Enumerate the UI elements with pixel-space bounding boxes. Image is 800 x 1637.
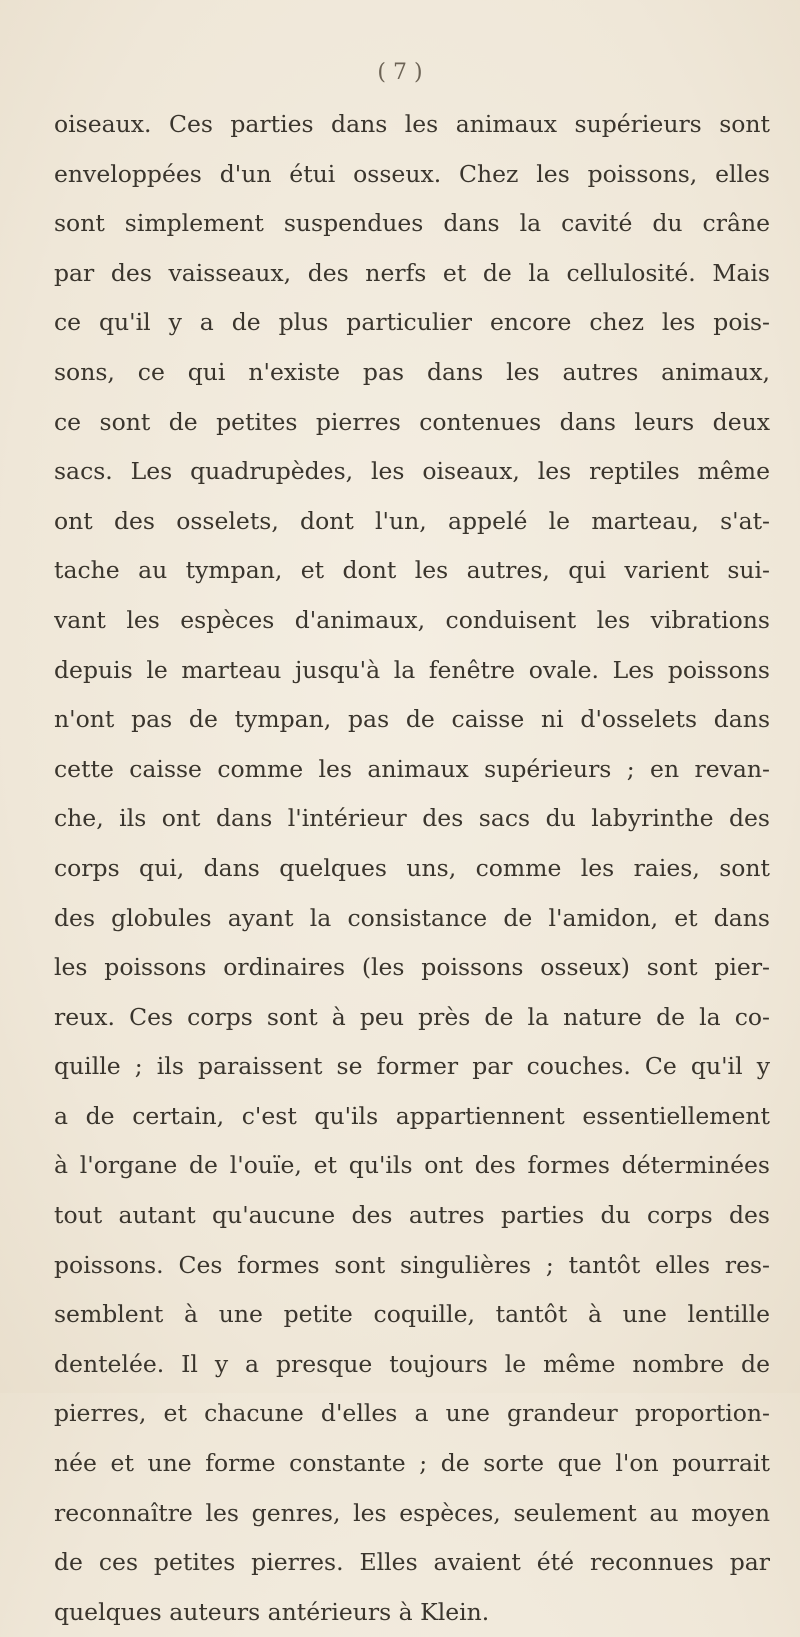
text-line: enveloppées d'un étui osseux. Chez les poissons, elles	[54, 159, 770, 188]
text-line: che, ils ont dans l'intérieur des sacs du labyrinthe des	[54, 804, 770, 833]
text-line: les poissons ordinaires (les poissons osseux) sont pier-	[54, 953, 770, 982]
text-line: reconnaître les genres, les espèces, seulement au moyen	[54, 1498, 770, 1527]
text-line: ce sont de petites pierres contenues dans leurs deux	[54, 407, 770, 436]
text-line: a de certain, c'est qu'ils appartiennent essentiellement	[54, 1101, 770, 1130]
text-line: de ces petites pierres. Elles avaient été reconnues par	[54, 1548, 770, 1577]
text-line: sont simplement suspendues dans la cavité du crâne	[54, 209, 770, 238]
text-line: tout autant qu'aucune des autres parties du corps des	[54, 1201, 770, 1230]
text-line: sons, ce qui n'existe pas dans les autres animaux,	[54, 357, 770, 386]
text-line: née et une forme constante ; de sorte que l'on pourrait	[54, 1449, 770, 1478]
text-line: des globules ayant la consistance de l'amidon, et dans	[54, 903, 770, 932]
text-line: semblent à une petite coquille, tantôt à une lentille	[54, 1300, 770, 1329]
text-line: à l'organe de l'ouïe, et qu'ils ont des formes déterminées	[54, 1151, 770, 1180]
text-line: quelques auteurs antérieurs à Klein.	[54, 1597, 490, 1626]
text-line: tache au tympan, et dont les autres, qui varient sui-	[54, 556, 770, 585]
text-line: corps qui, dans quelques uns, comme les raies, sont	[54, 853, 770, 882]
text-line: sacs. Les quadrupèdes, les oiseaux, les reptiles même	[54, 457, 770, 486]
text-line: ont des osselets, dont l'un, appelé le marteau, s'at-	[54, 506, 770, 535]
text-line: vant les espèces d'animaux, conduisent les vibrations	[54, 605, 770, 634]
text-line: cette caisse comme les animaux supérieurs ; en revan-	[54, 754, 770, 783]
body-paragraph	[54, 100, 770, 1637]
text-line: dentelée. Il y a presque toujours le même nombre de	[54, 1349, 770, 1378]
text-line: ce qu'il y a de plus particulier encore chez les pois-	[54, 308, 770, 337]
text-line: quille ; ils paraissent se former par couches. Ce qu'il y	[54, 1052, 770, 1081]
text-line: reux. Ces corps sont à peu près de la nature de la co-	[54, 1002, 770, 1031]
text-line: n'ont pas de tympan, pas de caisse ni d'osselets dans	[54, 705, 770, 734]
text-line: poissons. Ces formes sont singulières ; tantôt elles res-	[54, 1250, 770, 1279]
text-line: pierres, et chacune d'elles a une grandeur proportion-	[54, 1399, 770, 1428]
page-number: ( 7 )	[377, 60, 423, 85]
text-line: depuis le marteau jusqu'à la fenêtre ovale. Les poissons	[54, 655, 770, 684]
text-line: oiseaux. Ces parties dans les animaux supérieurs sont	[54, 110, 770, 138]
text-line: par des vaisseaux, des nerfs et de la cellulosité. Mais	[54, 258, 770, 287]
